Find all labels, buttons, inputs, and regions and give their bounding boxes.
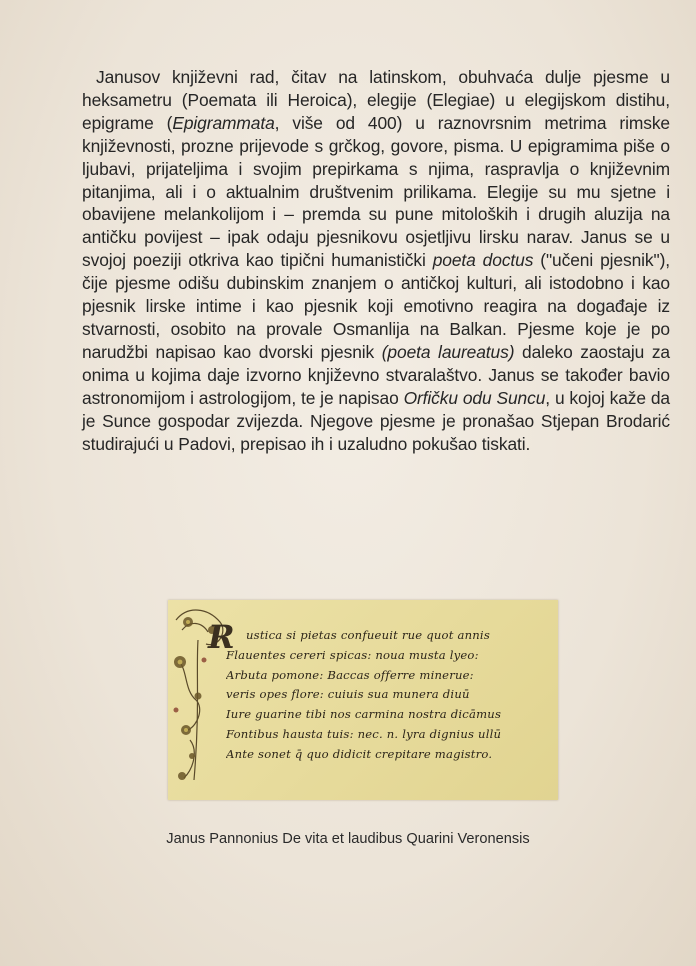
text-segment: Janusov književni rad, čitav na latinskom, obuhvaća dulje pjesme u heksametru (Poemata ili Heroica), elegije (Elegiae) u elegijskom distihu, epigrame ( xyxy=(82,67,670,133)
manuscript-line: Flauentes cereri spicas: noua musta lyeo: xyxy=(226,647,479,662)
manuscript-line: Arbuta pomone: Baccas offerre minerue: xyxy=(226,667,474,682)
text-segment: , više od 400) u raznovrsnim metrima rimske književnosti, prozne prijevode s grčkog, govore, pisma. U epigramima piše o ljubavi, prijateljima i svojim prepirkama s njima, raspravlja o književnim pitanjima, ali i o aktualnim društvenim prilikama. Elegije su mu sjetne i obavijene melankolijom i – premda su pune mitoloških i drugih aluzija na antičku povijest – ipak odaju pjesnikovu osjetljivu lirsku narav. Janus se u svojoj poeziji otkriva kao tipični humanistički xyxy=(82,112,670,271)
manuscript-line: Fontibus hausta tuis: nec. n. lyra dignius ullū xyxy=(226,726,502,741)
image-caption: Janus Pannonius De vita et laudibus Quarini Veronensis xyxy=(166,831,530,847)
manuscript-line: Ante sonet q̄ quo didicit crepitare magistro. xyxy=(226,746,493,761)
illuminated-initial: R xyxy=(208,618,235,656)
italic-term-poeta-laureatus: (poeta laureatus) xyxy=(381,341,515,362)
manuscript-text xyxy=(226,626,551,765)
italic-term-poeta-doctus: poeta doctus xyxy=(432,250,534,271)
manuscript-image xyxy=(168,600,558,800)
body-paragraph xyxy=(82,66,670,455)
text-segment: , u kojoj kaže da je Sunce gospodar zvijezda. Njegove pjesme je pronašao Stjepan Brodarić studirajući u Padovi, prepisao ih i uzaludno pokušao tiskati. xyxy=(82,387,670,454)
manuscript-line: ustica si pietas confueuit rue quot annis xyxy=(246,628,490,642)
manuscript-line: Iure guarine tibi nos carmina nostra dicāmus xyxy=(226,707,502,722)
italic-term-epigrammata: Epigrammata xyxy=(172,112,275,133)
italic-term-orficka-oda: Orfičku odu Suncu xyxy=(403,387,546,408)
text-segment: daleko zaostaju za onima u kojima daje izvorno književno stvaralaštvo. Janus se također bavio astronomijom i astrologijom, te je napisao xyxy=(82,341,671,408)
manuscript-line: veris opes flore: cuiuis sua munera diuū xyxy=(226,687,470,702)
text-segment: ("učeni pjesnik"), čije pjesme odišu dubinskim znanjem o antičkoj kulturi, ali istodobno i kao pjesnik lirske intime i kao pjesnik koji emotivno reagira na događaje iz stvarnosti, osobito na provale Osmanlija na Balkan. Pjesme koje je po narudžbi napisao kao dvorski pjesnik xyxy=(82,250,671,362)
